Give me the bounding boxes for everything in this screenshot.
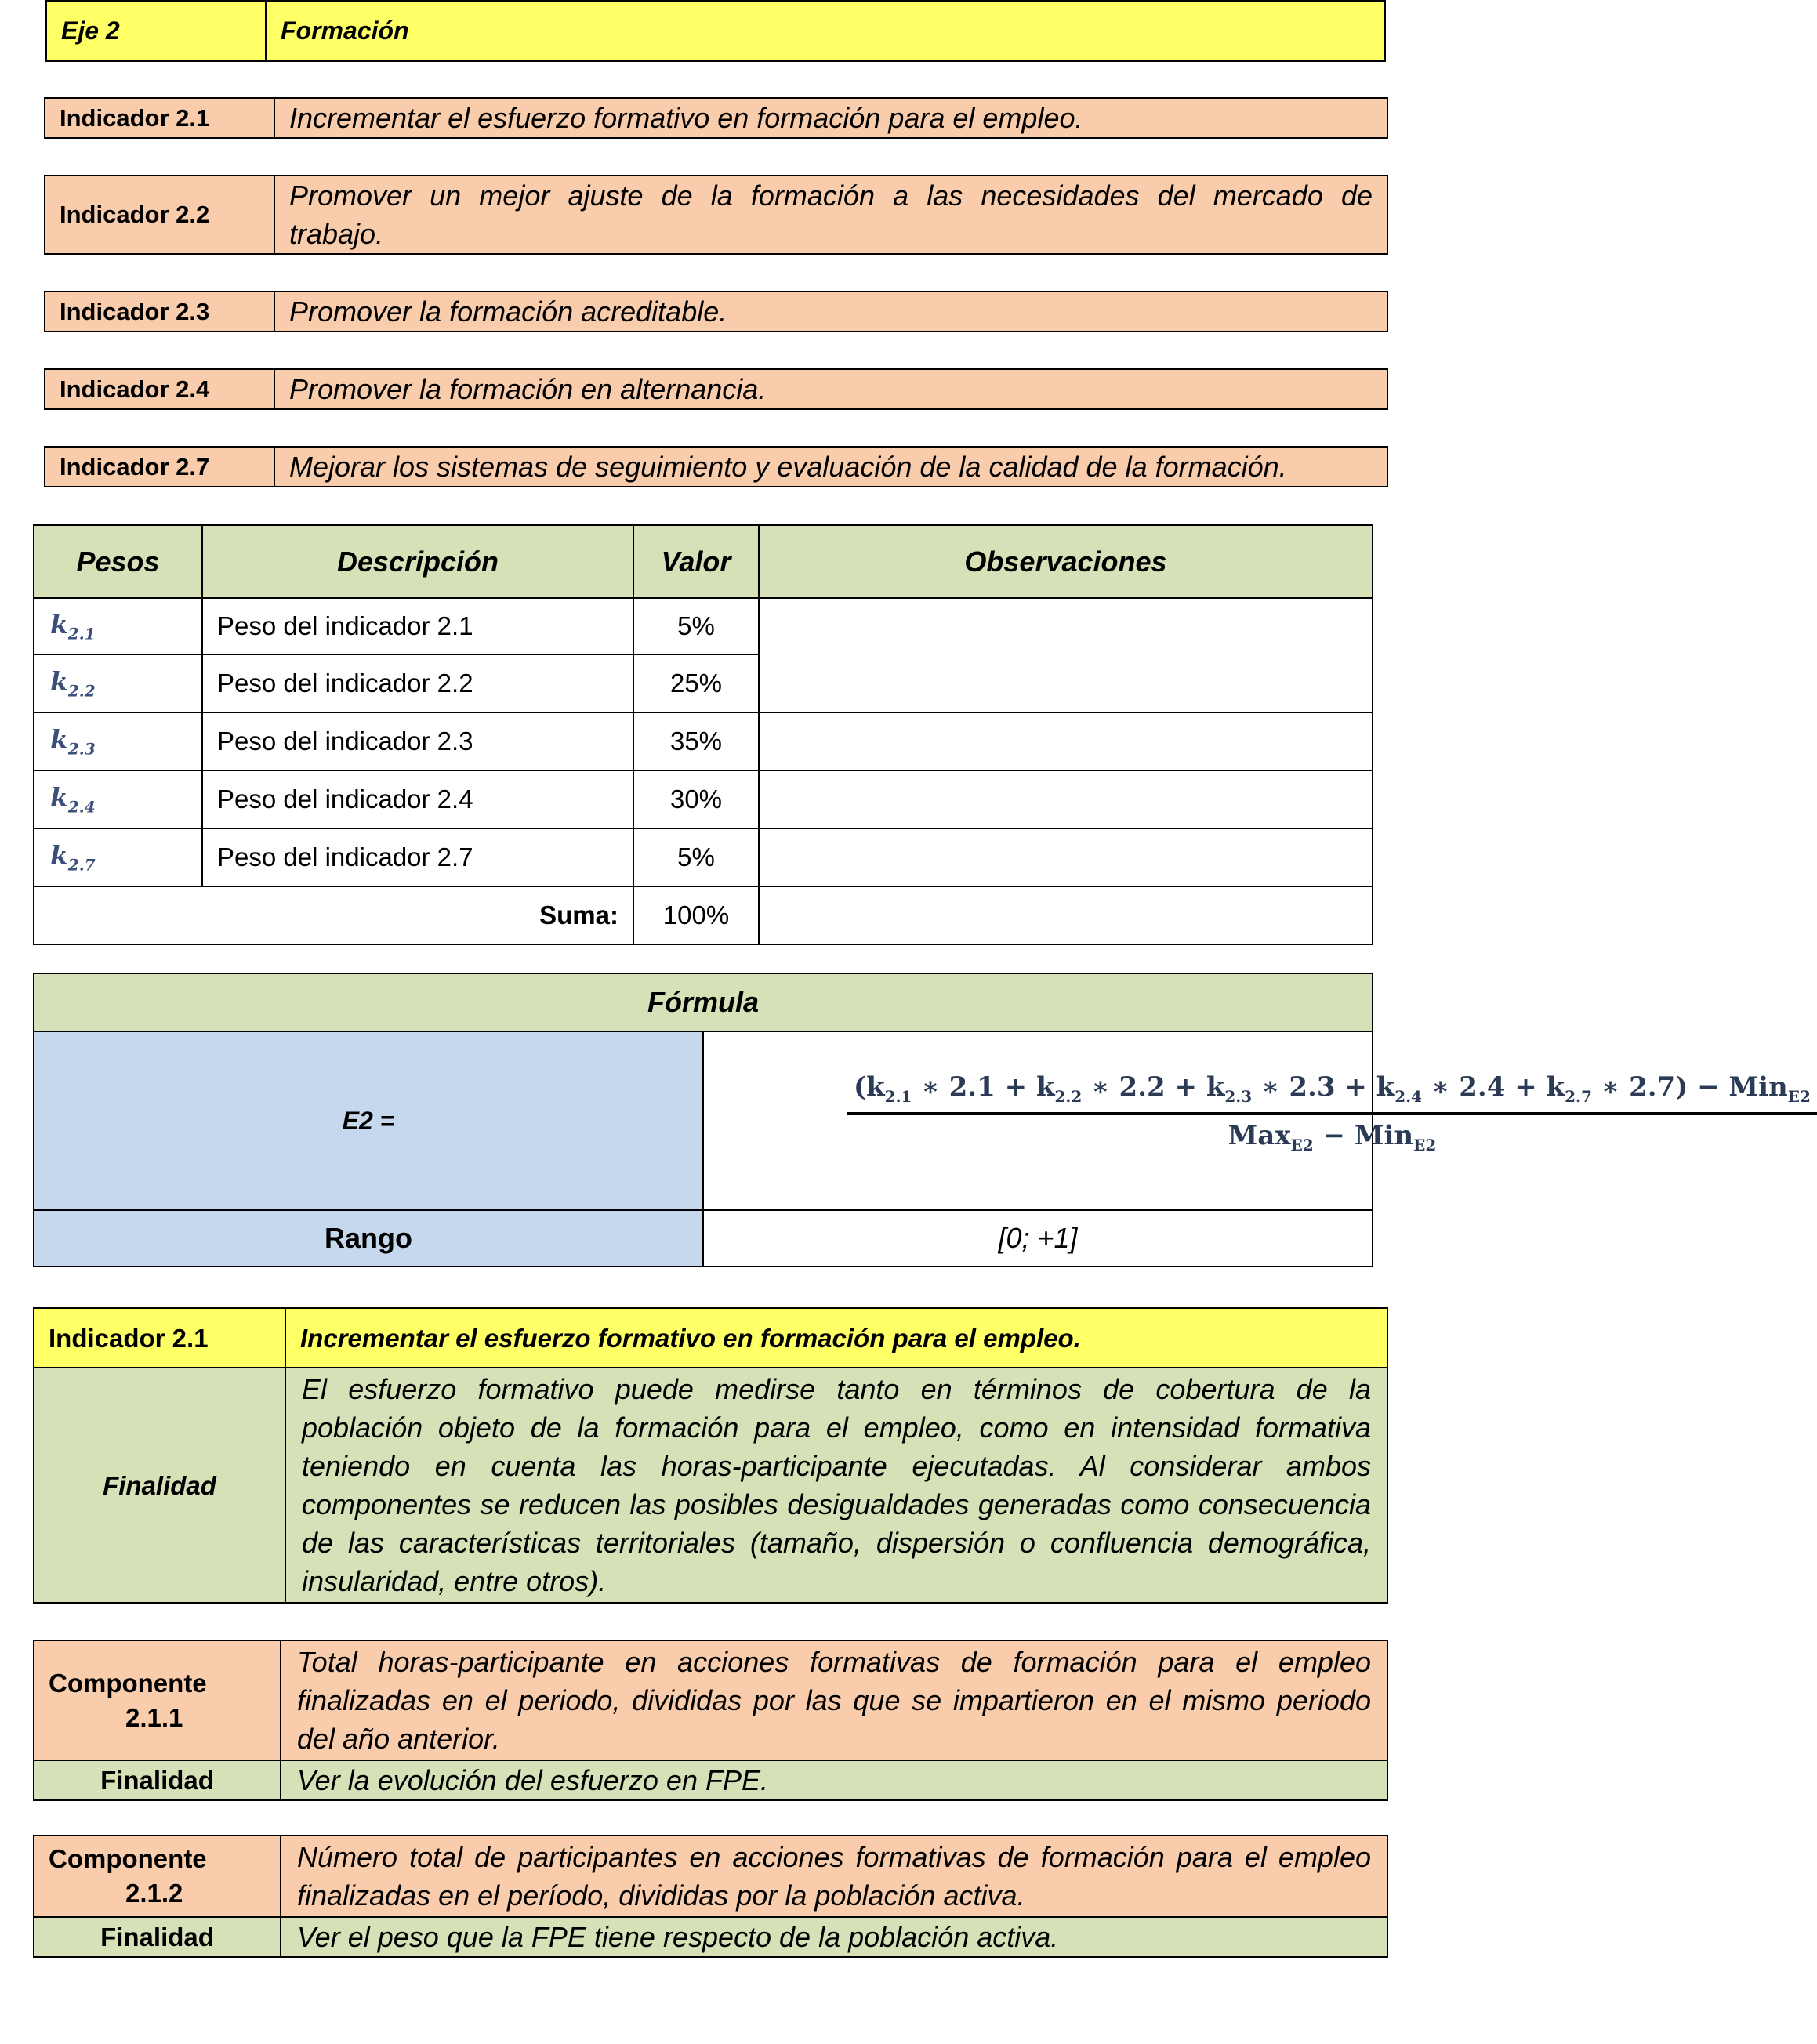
formula-cell [703,1031,1811,1210]
peso-description: Peso del indicador 2.7 [202,828,633,886]
peso-value: 30% [633,770,759,828]
componente-label-line: Componente [49,1668,207,1698]
componente-finalidad-label: Finalidad [34,1917,281,1957]
componente-finalidad-text: Ver la evolución del esfuerzo en FPE. [281,1760,1387,1800]
observaciones-cell [759,828,1373,886]
componente-label [34,1640,281,1760]
peso-description: Peso del indicador 2.1 [202,598,633,654]
rango-value: [0; +1] [703,1210,1373,1267]
componente-finalidad-text: Ver el peso que la FPE tiene respecto de la población activa. [281,1917,1387,1957]
indicador-label: Indicador 2.2 [45,176,274,254]
valor-header: Valor [633,525,759,598]
formula-fraction [847,1071,1817,1154]
formula-title: Fórmula [34,973,1373,1031]
observaciones-cell [759,712,1373,770]
indicador-2-1-row [44,97,1388,139]
observaciones-header: Observaciones [759,525,1373,598]
indicador-label: Indicador 2.7 [45,447,274,487]
suma-label: Suma: [34,886,633,944]
componente-label [34,1836,281,1917]
indicador-2-4-row [44,368,1388,410]
descripcion-header: Descripción [202,525,633,598]
componente-text [281,1836,1387,1917]
indicador-text-line: trabajo. [289,218,384,250]
eje-title: Formación [266,1,1385,61]
finalidad-line: El esfuerzo formativo puede medirse tanto en términos de cobertura de la [302,1373,1371,1405]
indicador-label: Indicador 2.4 [45,369,274,409]
formula-denominator: Max$_{E2}$ − Min$_{E2}$ [1228,1120,1437,1154]
componente-text [281,1640,1387,1760]
componente-line: finalizadas en el periodo, divididas por las que se impartieron en el mismo periodo [297,1684,1371,1716]
finalidad-label: Finalidad [34,1368,285,1603]
indicador-text-line: Promover un mejor ajuste de la formación a las necesidades del mercado de [289,179,1373,212]
observaciones-cell [759,886,1373,944]
peso-description: Peso del indicador 2.2 [202,654,633,712]
peso-description: Peso del indicador 2.4 [202,770,633,828]
formula-lhs: E2 = [34,1031,703,1210]
finalidad-line: teniendo en cuenta las horas-participante ejecutadas. Al considerar ambos [302,1450,1371,1482]
componente-2-1-2 [33,1835,1388,1958]
componente-finalidad-label: Finalidad [34,1760,281,1800]
indicador-label: Indicador 2.3 [45,292,274,332]
componente-2-1-1 [33,1640,1388,1801]
peso-value: 5% [633,598,759,654]
componente-label-line: Componente [49,1844,207,1873]
indicador-2-2-row [44,175,1388,255]
peso-symbol: $k_{2.7}$ [34,828,202,886]
peso-value: 5% [633,828,759,886]
pesos-table [33,524,1373,945]
finalidad-line: población objeto de la formación para el empleo, como en intensidad formativa [302,1412,1371,1444]
finalidad-line: de las características territoriales (tamaño, dispersión o confluencia demográfica, [302,1527,1371,1559]
rango-label: Rango [34,1210,703,1267]
indicador-text: Incrementar el esfuerzo formativo en formación para el empleo. [274,98,1387,138]
indicador-text [274,176,1387,254]
peso-value: 35% [633,712,759,770]
finalidad-line: componentes se reducen las posibles desigualdades generadas como consecuencia [302,1488,1371,1520]
suma-value: 100% [633,886,759,944]
observaciones-cell [759,770,1373,828]
finalidad-text [285,1368,1387,1603]
detail-indicador-label: Indicador 2.1 [34,1308,285,1368]
indicador-text: Mejorar los sistemas de seguimiento y evaluación de la calidad de la formación. [274,447,1387,487]
peso-description: Peso del indicador 2.3 [202,712,633,770]
indicador-2-3-row [44,291,1388,332]
observaciones-cell [759,598,1373,712]
indicador-2-7-row [44,446,1388,487]
indicador-label: Indicador 2.1 [45,98,274,138]
componente-line: del año anterior. [297,1723,500,1755]
formula-numerator: ($k_{2.1}$ ∗ $2.1 + k_{2.2}$ ∗ $2.2 + k_{2.3}$ ∗ $2.3 + k_{2.4}$ ∗ $2.4 + k_{2.7}$ ∗ 2.7) − Min$_{E2}$ [847,1071,1817,1115]
componente-label-number: 2.1.1 [125,1702,183,1732]
peso-symbol: $k_{2.2}$ [34,654,202,712]
formula-table [33,973,1811,1267]
peso-symbol: $k_{2.4}$ [34,770,202,828]
indicador-2-1-detail [33,1307,1388,1604]
finalidad-line: insularidad, entre otros). [302,1565,607,1597]
peso-value: 25% [633,654,759,712]
componente-line: Total horas-participante en acciones formativas de formación para el empleo [297,1646,1371,1678]
componente-line: finalizadas en el período, divididas por la población activa. [297,1879,1025,1912]
componente-line: Número total de participantes en acciones formativas de formación para el empleo [297,1841,1371,1873]
detail-indicador-title: Incrementar el esfuerzo formativo en formación para el empleo. [285,1308,1387,1368]
peso-symbol: $k_{2.3}$ [34,712,202,770]
indicador-text: Promover la formación en alternancia. [274,369,1387,409]
peso-symbol: $k_{2.1}$ [34,598,202,654]
indicador-text: Promover la formación acreditable. [274,292,1387,332]
eje-label: Eje 2 [46,1,266,61]
pesos-header: Pesos [34,525,202,598]
componente-label-number: 2.1.2 [125,1879,183,1908]
eje-header [45,0,1386,62]
